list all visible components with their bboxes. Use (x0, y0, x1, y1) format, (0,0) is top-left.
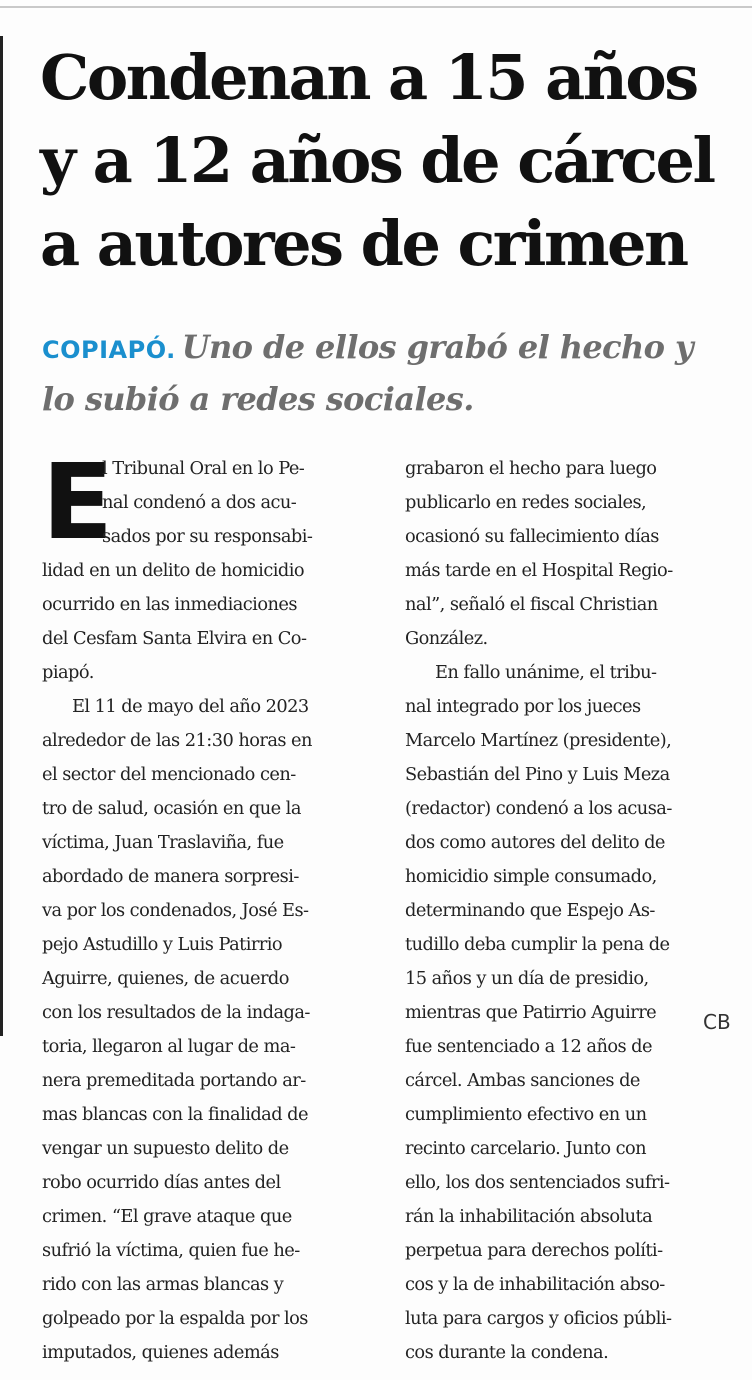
body-line: robo ocurrido días antes del (42, 1172, 281, 1193)
body-line: nal integrado por los jueces (405, 696, 641, 717)
body-line: más tarde en el Hospital Regio- (405, 560, 673, 581)
headline (40, 36, 740, 285)
headline-line: Condenan a 15 años (40, 41, 697, 114)
body-line: abordado de manera sorpresi- (42, 866, 299, 887)
body-line: vengar un supuesto delito de (42, 1138, 289, 1159)
body-line: crimen. “El grave ataque que (42, 1206, 292, 1227)
body-line: sados por su responsabi- (102, 526, 313, 547)
body-line: con los resultados de la indaga- (42, 1002, 310, 1023)
kicker-location: COPIAPÓ. (42, 336, 176, 364)
body-line: va por los condenados, José Es- (42, 900, 309, 921)
body-line: fue sentenciado a 12 años de (405, 1036, 652, 1057)
body-line: ocasionó su fallecimiento días (405, 526, 659, 547)
body-column-left (42, 441, 372, 1370)
body-line: el sector del mencionado cen- (42, 764, 296, 785)
body-line: nal condenó a dos acu- (102, 492, 297, 513)
body-line: grabaron el hecho para luego (405, 458, 657, 479)
body-line: publicarlo en redes sociales, (405, 492, 647, 513)
body-line: cumplimiento efectivo en un (405, 1104, 647, 1125)
body-line: homicidio simple consumado, (405, 866, 657, 887)
body-line: ocurrido en las inmediaciones (42, 594, 297, 615)
body-line: (redactor) condenó a los acusa- (405, 798, 672, 819)
body-line: piapó. (42, 662, 94, 683)
body-line: luta para cargos y oficios públi- (405, 1308, 672, 1329)
deck-text: lo subió a redes sociales. (42, 380, 474, 418)
body-line: del Cesfam Santa Elvira en Co- (42, 628, 307, 649)
headline-line: a autores de crimen (40, 207, 687, 280)
body-line: lidad en un delito de homicidio (42, 560, 304, 581)
top-rule (0, 6, 752, 8)
body-line: ello, los dos sentenciados sufri- (405, 1172, 670, 1193)
body-line: mas blancas con la finalidad de (42, 1104, 308, 1125)
body-line: sufrió la víctima, quien fue he- (42, 1240, 300, 1261)
body-line: En fallo unánime, el tribu- (435, 662, 657, 683)
body-line: dos como autores del delito de (405, 832, 665, 853)
body-line: tro de salud, ocasión en que la (42, 798, 301, 819)
body-line: perpetua para derechos políti- (405, 1240, 663, 1261)
body-line: cos durante la condena. (405, 1342, 609, 1363)
body-line: rán la inhabilitación absoluta (405, 1206, 653, 1227)
body-line: tudillo deba cumplir la pena de (405, 934, 670, 955)
body-line: toria, llegaron al lugar de ma- (42, 1036, 296, 1057)
body-line: golpeado por la espalda por los (42, 1308, 308, 1329)
body-line: alrededor de las 21:30 horas en (42, 730, 312, 751)
body-line: cos y la de inhabilitación abso- (405, 1274, 665, 1295)
body-line: nal”, señaló el fiscal Christian (405, 594, 658, 615)
headline-line: y a 12 años de cárcel (40, 124, 714, 197)
body-line: pejo Astudillo y Luis Patirrio (42, 934, 283, 955)
body-line: Sebastián del Pino y Luis Meza (405, 764, 670, 785)
body-line: El 11 de mayo del año 2023 (72, 696, 309, 717)
body-line: imputados, quienes además (42, 1342, 279, 1363)
body-line: rido con las armas blancas y (42, 1274, 284, 1295)
body-line: l Tribunal Oral en lo Pe- (102, 458, 305, 479)
body-line: determinando que Espejo As- (405, 900, 655, 921)
body-line: 15 años y un día de presidio, (405, 968, 649, 989)
body-line: víctima, Juan Traslaviña, fue (42, 832, 284, 853)
body-line: cárcel. Ambas sanciones de (405, 1070, 640, 1091)
end-of-article-icon: CB (703, 1010, 731, 1034)
body-line: nera premeditada portando ar- (42, 1070, 306, 1091)
body-line: mientras que Patirrio Aguirre (405, 1002, 657, 1023)
body-line: Marcelo Martínez (presidente), (405, 730, 672, 751)
left-margin-rule (0, 36, 3, 1036)
deck-line (42, 324, 732, 376)
body-line: Aguirre, quienes, de acuerdo (42, 968, 289, 989)
drop-cap: E (42, 441, 114, 563)
body-line: González. (405, 628, 488, 649)
deck (42, 324, 732, 428)
body-line: recinto carcelario. Junto con (405, 1138, 647, 1159)
deck-text: Uno de ellos grabó el hecho y (181, 328, 693, 366)
body-column-right (405, 452, 745, 1370)
deck-line (42, 376, 732, 428)
